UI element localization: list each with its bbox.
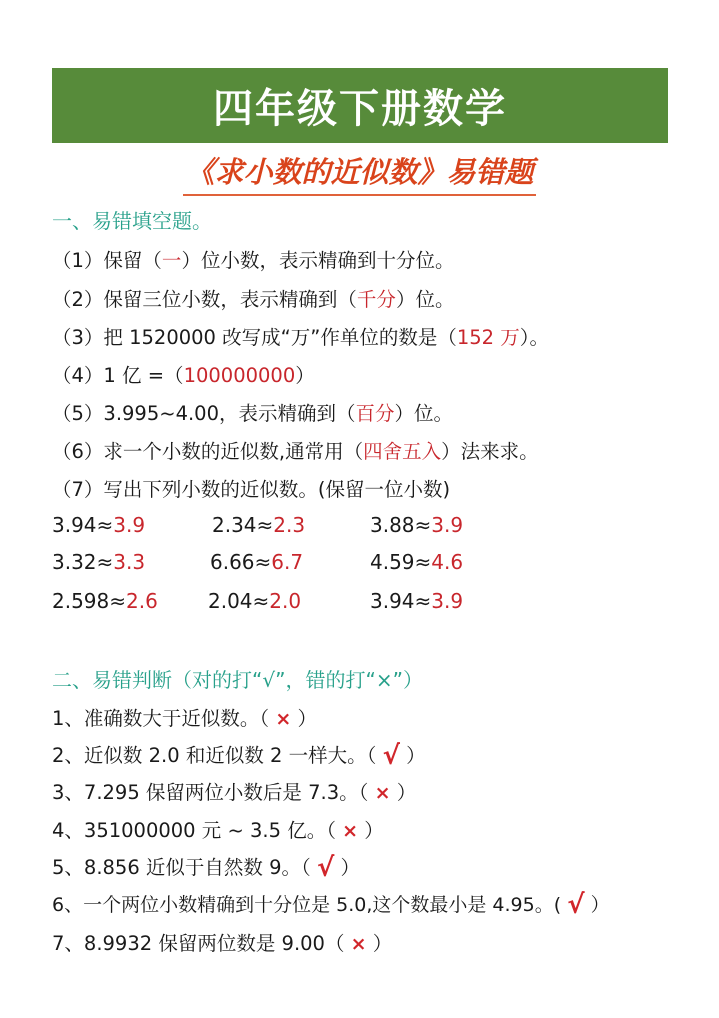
- approx-cell: 2.598≈2.6: [52, 589, 158, 613]
- subtitle-block: [0, 150, 719, 196]
- page-title: 四年级下册数学: [213, 86, 507, 132]
- judge-item-7: 7、8.9932 保留两位数是 9.00（ × ）: [52, 932, 393, 955]
- approx-cell: 3.88≈3.9: [370, 513, 464, 537]
- approx-cell: 4.59≈4.6: [370, 550, 464, 574]
- judge-item-1: 1、准确数大于近似数。（ × ）: [52, 707, 318, 730]
- approx-cell: 2.34≈2.3: [212, 513, 306, 537]
- cross-mark: ×: [374, 782, 391, 804]
- fill-item-2: （2）保留三位小数，表示精确到（千分）位。: [52, 288, 455, 311]
- answer: 四舍五入: [363, 440, 442, 463]
- judge-item-5: 5、8.856 近似于自然数 9。（ √ ）: [52, 853, 361, 883]
- section-1-title: 一、易错填空题。: [52, 209, 212, 233]
- approx-cell: 3.94≈3.9: [370, 589, 464, 613]
- judge-item-4: 4、351000000 元 ~ 3.5 亿。（ × ）: [52, 819, 384, 842]
- answer: 百分: [355, 402, 395, 425]
- cross-mark: ×: [342, 820, 359, 842]
- judge-item-6: 6、一个两位小数精确到十分位是 5.0,这个数最小是 4.95。( √ ）: [52, 890, 610, 920]
- fill-item-6: （6）求一个小数的近似数,通常用（四舍五入）法来求。: [52, 440, 539, 463]
- cross-mark: ×: [275, 708, 292, 730]
- check-mark: √: [382, 741, 400, 771]
- answer: 152 万: [456, 326, 520, 349]
- fill-item-7: （7）写出下列小数的近似数。(保留一位小数): [52, 478, 451, 501]
- fill-item-1: （1）保留（一）位小数，表示精确到十分位。: [52, 249, 455, 272]
- answer: 100000000: [183, 364, 296, 387]
- fill-item-3: （3）把 1520000 改写成“万”作单位的数是（152 万）。: [52, 326, 550, 349]
- answer: 一: [161, 249, 182, 272]
- judge-item-2: 2、近似数 2.0 和近似数 2 一样大。（ √ ）: [52, 741, 426, 771]
- answer: 千分: [356, 288, 396, 311]
- judge-item-3: 3、7.295 保留两位小数后是 7.3。（ × ）: [52, 781, 417, 804]
- approx-cell: 2.04≈2.0: [208, 589, 302, 613]
- fill-item-5: （5）3.995~4.00，表示精确到（百分）位。: [52, 402, 454, 425]
- cross-mark: ×: [350, 933, 367, 955]
- page-subtitle: 《求小数的近似数》易错题: [183, 150, 535, 196]
- approx-cell: 3.94≈3.9: [52, 513, 146, 537]
- approx-cell: 3.32≈3.3: [52, 550, 146, 574]
- fill-item-4: （4）1 亿 =（100000000）: [52, 364, 315, 387]
- check-mark: √: [567, 890, 585, 920]
- check-mark: √: [317, 853, 335, 883]
- approx-cell: 6.66≈6.7: [210, 550, 304, 574]
- section-2-title: 二、易错判断（对的打“√”，错的打“×”）: [52, 668, 423, 692]
- title-banner: [52, 68, 668, 143]
